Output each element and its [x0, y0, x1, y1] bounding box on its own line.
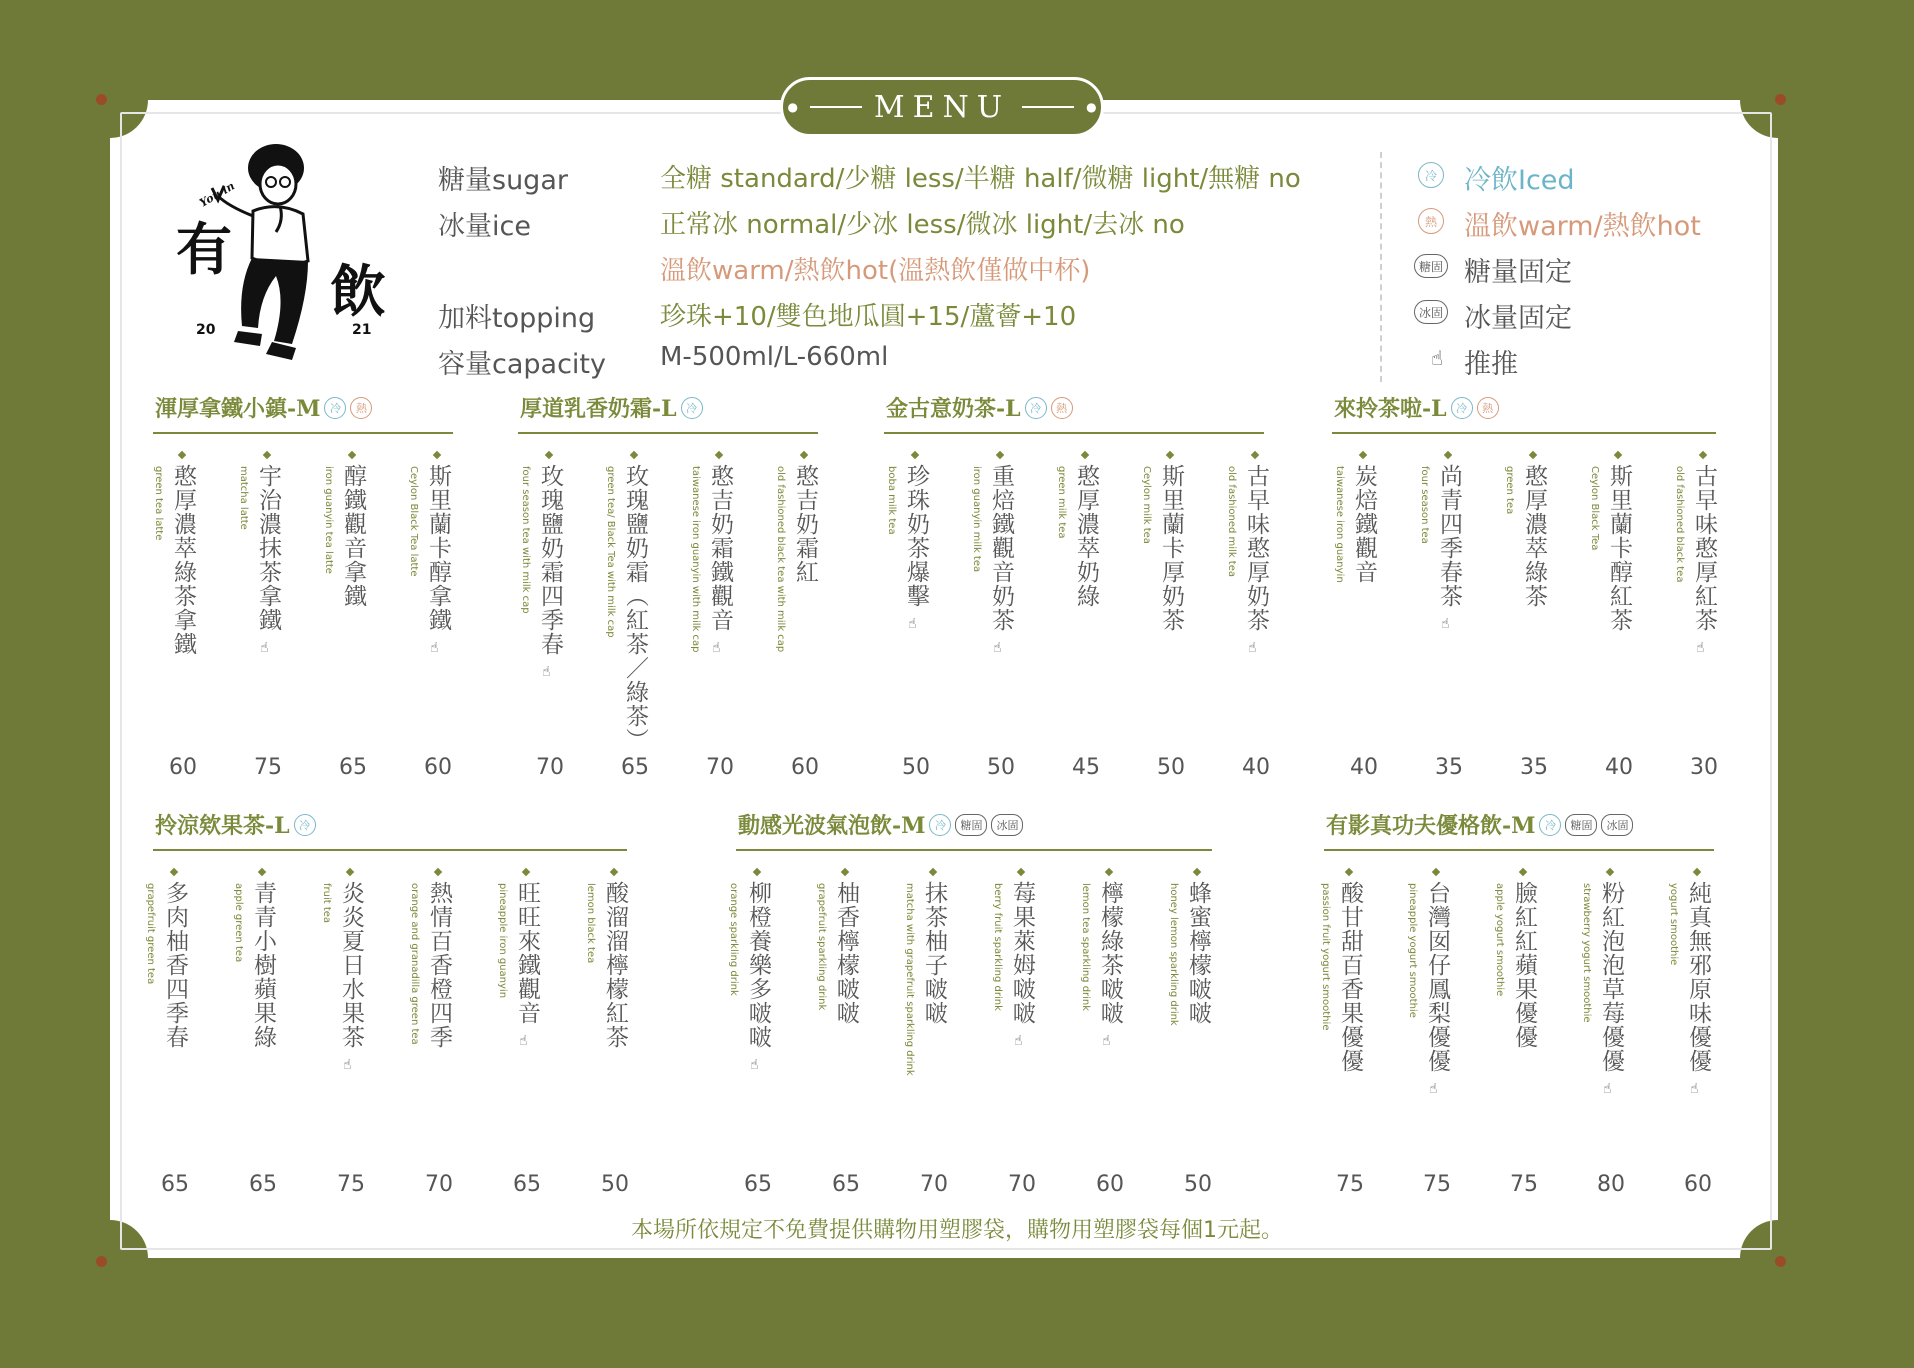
menu-item[interactable] [1504, 452, 1564, 792]
section-rule [1324, 849, 1714, 851]
item-bullet [1359, 451, 1367, 459]
item-price: 70 [536, 755, 564, 780]
menu-item[interactable] [886, 452, 946, 792]
fixed-ice-badge-icon: 冰固 [991, 814, 1023, 836]
thumbs-up-icon: ☝ [542, 664, 551, 680]
item-price: 80 [1597, 1172, 1625, 1197]
item-name-en: old fashioned milk tea [1226, 466, 1237, 578]
corner-dot [1775, 94, 1786, 105]
item-price: 75 [1423, 1172, 1451, 1197]
thumbs-up-icon: ☝ [343, 1057, 352, 1073]
item-name-en: orange sparkling drink [728, 883, 739, 996]
item-name-en: grapefruit sparkling drink [816, 883, 827, 1011]
hot-badge-icon: 熱 [1051, 397, 1073, 419]
cold-badge-icon: 冷 [294, 814, 316, 836]
item-name-en: green tea/ Black Tea with milk cap [605, 466, 616, 638]
menu-item[interactable] [1674, 452, 1734, 792]
menu-item[interactable] [520, 452, 580, 792]
hot-badge-icon: 熱 [1477, 397, 1499, 419]
info-value: 珍珠+10/雙色地瓜圓+15/蘆薈+10 [660, 302, 1077, 332]
item-name-zh: 粉紅泡泡草莓優優 [1598, 881, 1624, 1073]
legend-text: 推推 [1464, 349, 1518, 380]
item-bullet [1193, 868, 1201, 876]
logo-script-text: You in [197, 179, 237, 210]
section-title-text: 有影真功夫優格飲-M [1326, 813, 1536, 839]
item-name-en: matcha with grapefruit sparkling drink [904, 883, 915, 1076]
thumbs-up-icon: ☝ [519, 1033, 528, 1049]
item-name-en: apple yogurt smoothie [1494, 883, 1505, 997]
item-bullet [1432, 868, 1440, 876]
menu-item[interactable] [1589, 452, 1649, 792]
item-bullet [522, 868, 530, 876]
section-title [738, 809, 1023, 840]
cold-badge-icon: 冷 [1418, 162, 1444, 188]
thumbs-up-icon: ☝ [712, 640, 721, 656]
item-name-en: honey lemon sparkling drink [1168, 883, 1179, 1026]
item-name-en: iron guanyin milk tea [971, 466, 982, 573]
logo-year-left: 20 [196, 322, 216, 338]
item-price: 75 [337, 1172, 365, 1197]
item-bullet [1519, 868, 1527, 876]
item-name-zh: 旺旺來鐵觀音 [514, 881, 540, 1025]
thumbs-up-icon: ☝ [430, 640, 439, 656]
item-price: 65 [249, 1172, 277, 1197]
section-rule [153, 849, 627, 851]
item-name-zh: 尚青四季春茶 [1436, 464, 1462, 608]
item-bullet [263, 451, 271, 459]
item-name-en: apple green tea [233, 883, 244, 963]
fixed-sugar-badge-icon: 糖固 [1565, 814, 1597, 836]
menu-item[interactable] [1056, 452, 1116, 792]
section-title [1326, 809, 1633, 840]
item-name-zh: 熱情百香橙四季 [426, 881, 452, 1049]
item-name-zh: 憨厚濃萃綠茶拿鐵 [170, 464, 196, 656]
info-value: 全糖 standard/少糖 less/半糖 half/微糖 light/無糖 no [660, 164, 1301, 194]
item-price: 60 [791, 755, 819, 780]
item-name-zh: 憨厚濃萃綠茶 [1521, 464, 1547, 608]
thumbs-up-icon: ☝ [993, 640, 1002, 656]
logo-char-left: 有 [176, 217, 232, 283]
corner-dot [96, 1256, 107, 1267]
item-name-zh: 古早味憨厚紅茶 [1691, 464, 1717, 632]
info-value: 溫飲warm/熱飲hot(溫熱飲僅做中杯) [660, 256, 1091, 286]
thumbs-up-icon: ☝ [1690, 1081, 1699, 1097]
item-name-en: strawberry yogurt smoothie [1581, 883, 1592, 1023]
item-bullet [996, 451, 1004, 459]
item-name-zh: 炎炎夏日水果茶 [338, 881, 364, 1049]
item-name-en: old fashioned black tea [1674, 466, 1685, 583]
item-name-zh: 柚香檸檬啵啵 [833, 881, 859, 1025]
item-bullet [1444, 451, 1452, 459]
menu-item[interactable] [816, 869, 876, 1209]
item-price: 70 [920, 1172, 948, 1197]
item-bullet [1345, 868, 1353, 876]
legend-text: 溫飲warm/熱飲hot [1464, 211, 1701, 242]
item-name-zh: 玫瑰鹽奶霜四季春 [537, 464, 563, 656]
item-bullet [753, 868, 761, 876]
section-rule [736, 849, 1212, 851]
section-title [155, 809, 316, 840]
item-bullet [434, 868, 442, 876]
item-price: 75 [1510, 1172, 1538, 1197]
section-rule [884, 432, 1264, 434]
menu-item[interactable] [605, 452, 665, 792]
menu-title-tab: ● MENU ● [780, 77, 1104, 137]
section-title [886, 392, 1073, 423]
section-rule [153, 432, 453, 434]
item-name-en: pineapple iron guanyin [497, 883, 508, 999]
menu-item[interactable] [321, 869, 381, 1209]
item-name-zh: 憨吉奶霜紅 [792, 464, 818, 584]
item-bullet [1693, 868, 1701, 876]
item-price: 30 [1690, 755, 1718, 780]
item-name-zh: 重焙鐵觀音奶茶 [988, 464, 1014, 632]
logo-char-right: 飲 [330, 259, 386, 325]
item-name-zh: 醇鐵觀音拿鐵 [340, 464, 366, 608]
item-name-zh: 多肉柚香四季春 [162, 881, 188, 1049]
menu-item[interactable] [971, 452, 1031, 792]
menu-item[interactable] [1419, 452, 1479, 792]
menu-item[interactable] [1141, 452, 1201, 792]
item-price: 45 [1072, 755, 1100, 780]
section-title [155, 392, 372, 423]
item-bullet [929, 868, 937, 876]
item-price: 50 [902, 755, 930, 780]
item-name-zh: 玫瑰鹽奶霜（紅茶／綠茶） [622, 464, 648, 752]
item-name-en: taiwanese iron guanyin [1334, 466, 1345, 583]
item-price: 50 [987, 755, 1015, 780]
item-name-en: boba milk tea [886, 466, 897, 535]
fixed-ice-badge-icon: 冰固 [1601, 814, 1633, 836]
cold-badge-icon: 冷 [324, 397, 346, 419]
item-name-en: four season tea [1419, 466, 1430, 544]
menu-item[interactable] [1407, 869, 1467, 1209]
item-price: 70 [706, 755, 734, 780]
item-name-en: old fashioned black tea with milk cap [775, 466, 786, 653]
menu-item[interactable] [1334, 452, 1394, 792]
item-price: 35 [1520, 755, 1548, 780]
item-bullet [715, 451, 723, 459]
legend-divider [1380, 152, 1382, 382]
item-bullet [1614, 451, 1622, 459]
item-bullet [630, 451, 638, 459]
menu-item[interactable] [1168, 869, 1228, 1209]
info-label: 容量capacity [438, 349, 606, 380]
item-name-zh: 蜂蜜檸檬啵啵 [1185, 881, 1211, 1025]
thumbs-up-icon: ☝ [908, 616, 917, 632]
cold-badge-icon: 冷 [681, 397, 703, 419]
item-name-zh: 古早味憨厚奶茶 [1243, 464, 1269, 632]
item-name-zh: 柳橙養樂多啵啵 [745, 881, 771, 1049]
item-bullet [1081, 451, 1089, 459]
corner-cut [72, 62, 148, 138]
item-name-zh: 斯里蘭卡醇紅茶 [1606, 464, 1632, 632]
item-price: 40 [1242, 755, 1270, 780]
hot-badge-icon: 熱 [350, 397, 372, 419]
item-name-en: Ceylon Black Tea [1589, 466, 1600, 551]
menu-item[interactable] [1668, 869, 1728, 1209]
item-bullet [346, 868, 354, 876]
fixed-sugar-badge-icon: 糖固 [955, 814, 987, 836]
menu-item[interactable] [904, 869, 964, 1209]
item-name-en: lemon black tea [585, 883, 596, 964]
menu-item[interactable] [238, 452, 298, 792]
menu-item[interactable] [585, 869, 645, 1209]
section-title-text: 厚道乳香奶霜-L [520, 396, 677, 422]
section-title-text: 金古意奶茶-L [886, 396, 1021, 422]
item-price: 65 [621, 755, 649, 780]
item-price: 35 [1435, 755, 1463, 780]
thumbs-up-icon: ☝ [1014, 1033, 1023, 1049]
item-name-en: Ceylon Black Tea latte [408, 466, 419, 577]
cold-badge-icon: 冷 [1451, 397, 1473, 419]
thumbs-up-icon: ☝ [1696, 640, 1705, 656]
thumbs-up-icon: ☝ [1429, 1081, 1438, 1097]
item-price: 40 [1350, 755, 1378, 780]
thumbs-up-icon: ☝ [1102, 1033, 1111, 1049]
item-name-en: taiwanese iron guanyin with milk cap [690, 466, 701, 653]
item-name-zh: 青青小樹蘋果綠 [250, 881, 276, 1049]
item-bullet [800, 451, 808, 459]
item-bullet [1166, 451, 1174, 459]
section-title-text: 渾厚拿鐵小鎮-M [155, 396, 321, 422]
item-price: 50 [1184, 1172, 1212, 1197]
menu-item[interactable] [1226, 452, 1286, 792]
section-title-text: 拎涼欸果茶-L [155, 813, 290, 839]
item-name-en: Ceylon milk tea [1141, 466, 1152, 544]
item-name-en: passion fruit yogurt smoothie [1320, 883, 1331, 1031]
section-rule [518, 432, 818, 434]
item-price: 70 [425, 1172, 453, 1197]
item-name-zh: 斯里蘭卡醇拿鐵 [425, 464, 451, 632]
info-value: M-500ml/L-660ml [660, 342, 889, 372]
item-bullet [433, 451, 441, 459]
brand-logo [168, 136, 408, 382]
item-price: 65 [744, 1172, 772, 1197]
legend-text: 冷飲Iced [1464, 165, 1575, 196]
item-name-zh: 台灣囡仔鳳梨優優 [1424, 881, 1450, 1073]
section-title [520, 392, 703, 423]
item-name-zh: 斯里蘭卡厚奶茶 [1158, 464, 1184, 632]
thumbs-up-icon: ☝ [750, 1057, 759, 1073]
corner-dot [96, 94, 107, 105]
item-name-zh: 檸檬綠茶啵啵 [1097, 881, 1123, 1025]
item-price: 75 [1336, 1172, 1364, 1197]
item-name-en: green milk tea [1056, 466, 1067, 539]
item-bullet [841, 868, 849, 876]
cold-badge-icon: 冷 [1539, 814, 1561, 836]
menu-item[interactable] [408, 452, 468, 792]
menu-item[interactable] [145, 869, 205, 1209]
menu-item[interactable] [409, 869, 469, 1209]
section-title [1334, 392, 1499, 423]
item-price: 50 [601, 1172, 629, 1197]
item-name-en: orange and granadilla green tea [409, 883, 420, 1045]
item-name-zh: 宇治濃抹茶拿鐵 [255, 464, 281, 632]
item-name-en: yogurt smoothie [1668, 883, 1679, 966]
menu-item[interactable] [1320, 869, 1380, 1209]
item-bullet [1606, 868, 1614, 876]
menu-item[interactable] [1494, 869, 1554, 1209]
menu-item[interactable] [233, 869, 293, 1209]
fixed-ice-badge-icon: 冰固 [1414, 300, 1448, 324]
logo-year-right: 21 [352, 322, 372, 338]
thumbs-up-icon: ☝ [1603, 1081, 1612, 1097]
item-bullet [1699, 451, 1707, 459]
section-title-text: 動感光波氣泡飲-M [738, 813, 926, 839]
item-name-zh: 憨吉奶霜鐵觀音 [707, 464, 733, 632]
item-name-zh: 珍珠奶茶爆擊 [903, 464, 929, 608]
item-bullet [1017, 868, 1025, 876]
thumbs-up-icon: ☝ [1430, 346, 1444, 370]
item-name-zh: 抹茶柚子啵啵 [921, 881, 947, 1025]
menu-item[interactable] [153, 452, 213, 792]
item-bullet [545, 451, 553, 459]
info-label: 加料topping [438, 303, 596, 334]
item-price: 65 [339, 755, 367, 780]
hot-badge-icon: 熱 [1418, 208, 1444, 234]
item-name-en: berry fruit sparkling drink [992, 883, 1003, 1011]
menu-title: MENU [873, 89, 1011, 125]
item-bullet [610, 868, 618, 876]
item-bullet [911, 451, 919, 459]
item-bullet [348, 451, 356, 459]
corner-dot [1775, 1256, 1786, 1267]
item-price: 70 [1008, 1172, 1036, 1197]
item-name-en: green tea [1504, 466, 1515, 515]
section-rule [1332, 432, 1716, 434]
item-name-en: matcha latte [238, 466, 249, 530]
info-value: 正常冰 normal/少冰 less/微冰 light/去冰 no [660, 210, 1185, 240]
legend-text: 糖量固定 [1464, 257, 1572, 288]
menu-item[interactable] [497, 869, 557, 1209]
item-name-zh: 純真無邪原味優優 [1685, 881, 1711, 1073]
cold-badge-icon: 冷 [1025, 397, 1047, 419]
item-name-zh: 酸溜溜檸檬紅茶 [602, 881, 628, 1049]
info-label: 糖量sugar [438, 165, 568, 196]
section-title-text: 來拎茶啦-L [1334, 396, 1447, 422]
menu-item[interactable] [728, 869, 788, 1209]
item-price: 60 [1684, 1172, 1712, 1197]
item-price: 60 [1096, 1172, 1124, 1197]
item-price: 50 [1157, 755, 1185, 780]
item-price: 65 [832, 1172, 860, 1197]
item-price: 40 [1605, 755, 1633, 780]
item-name-zh: 莓果萊姆啵啵 [1009, 881, 1035, 1025]
item-price: 65 [513, 1172, 541, 1197]
menu-item[interactable] [775, 452, 835, 792]
menu-item[interactable] [690, 452, 750, 792]
item-price: 60 [424, 755, 452, 780]
thumbs-up-icon: ☝ [1441, 616, 1450, 632]
item-price: 60 [169, 755, 197, 780]
item-bullet [170, 868, 178, 876]
item-price: 65 [161, 1172, 189, 1197]
item-name-en: fruit tea [321, 883, 332, 924]
item-bullet [1251, 451, 1259, 459]
item-bullet [1529, 451, 1537, 459]
item-name-en: lemon tea sparkling drink [1080, 883, 1091, 1012]
item-name-zh: 酸甘甜百香果優優 [1337, 881, 1363, 1073]
legend-text: 冰量固定 [1464, 303, 1572, 334]
thumbs-up-icon: ☝ [260, 640, 269, 656]
item-name-en: pineapple yogurt smoothie [1407, 883, 1418, 1018]
item-name-en: iron guanyin tea latte [323, 466, 334, 574]
item-name-en: grapefruit green tea [145, 883, 156, 985]
fixed-sugar-badge-icon: 糖固 [1414, 254, 1448, 278]
item-bullet [258, 868, 266, 876]
menu-item[interactable] [1581, 869, 1641, 1209]
menu-item[interactable] [1080, 869, 1140, 1209]
item-price: 75 [254, 755, 282, 780]
item-name-zh: 炭焙鐵觀音 [1351, 464, 1377, 584]
item-name-zh: 憨厚濃萃奶綠 [1073, 464, 1099, 608]
item-bullet [178, 451, 186, 459]
item-bullet [1105, 868, 1113, 876]
thumbs-up-icon: ☝ [1248, 640, 1257, 656]
footer-notice: 本場所依規定不免費提供購物用塑膠袋，購物用塑膠袋每個1元起。 [631, 1218, 1283, 1243]
menu-item[interactable] [992, 869, 1052, 1209]
cold-badge-icon: 冷 [929, 814, 951, 836]
info-label: 冰量ice [438, 211, 531, 242]
item-name-en: four season tea with milk cap [520, 466, 531, 614]
item-name-zh: 臉紅紅蘋果優優 [1511, 881, 1537, 1049]
menu-item[interactable] [323, 452, 383, 792]
item-name-en: green tea latte [153, 466, 164, 541]
